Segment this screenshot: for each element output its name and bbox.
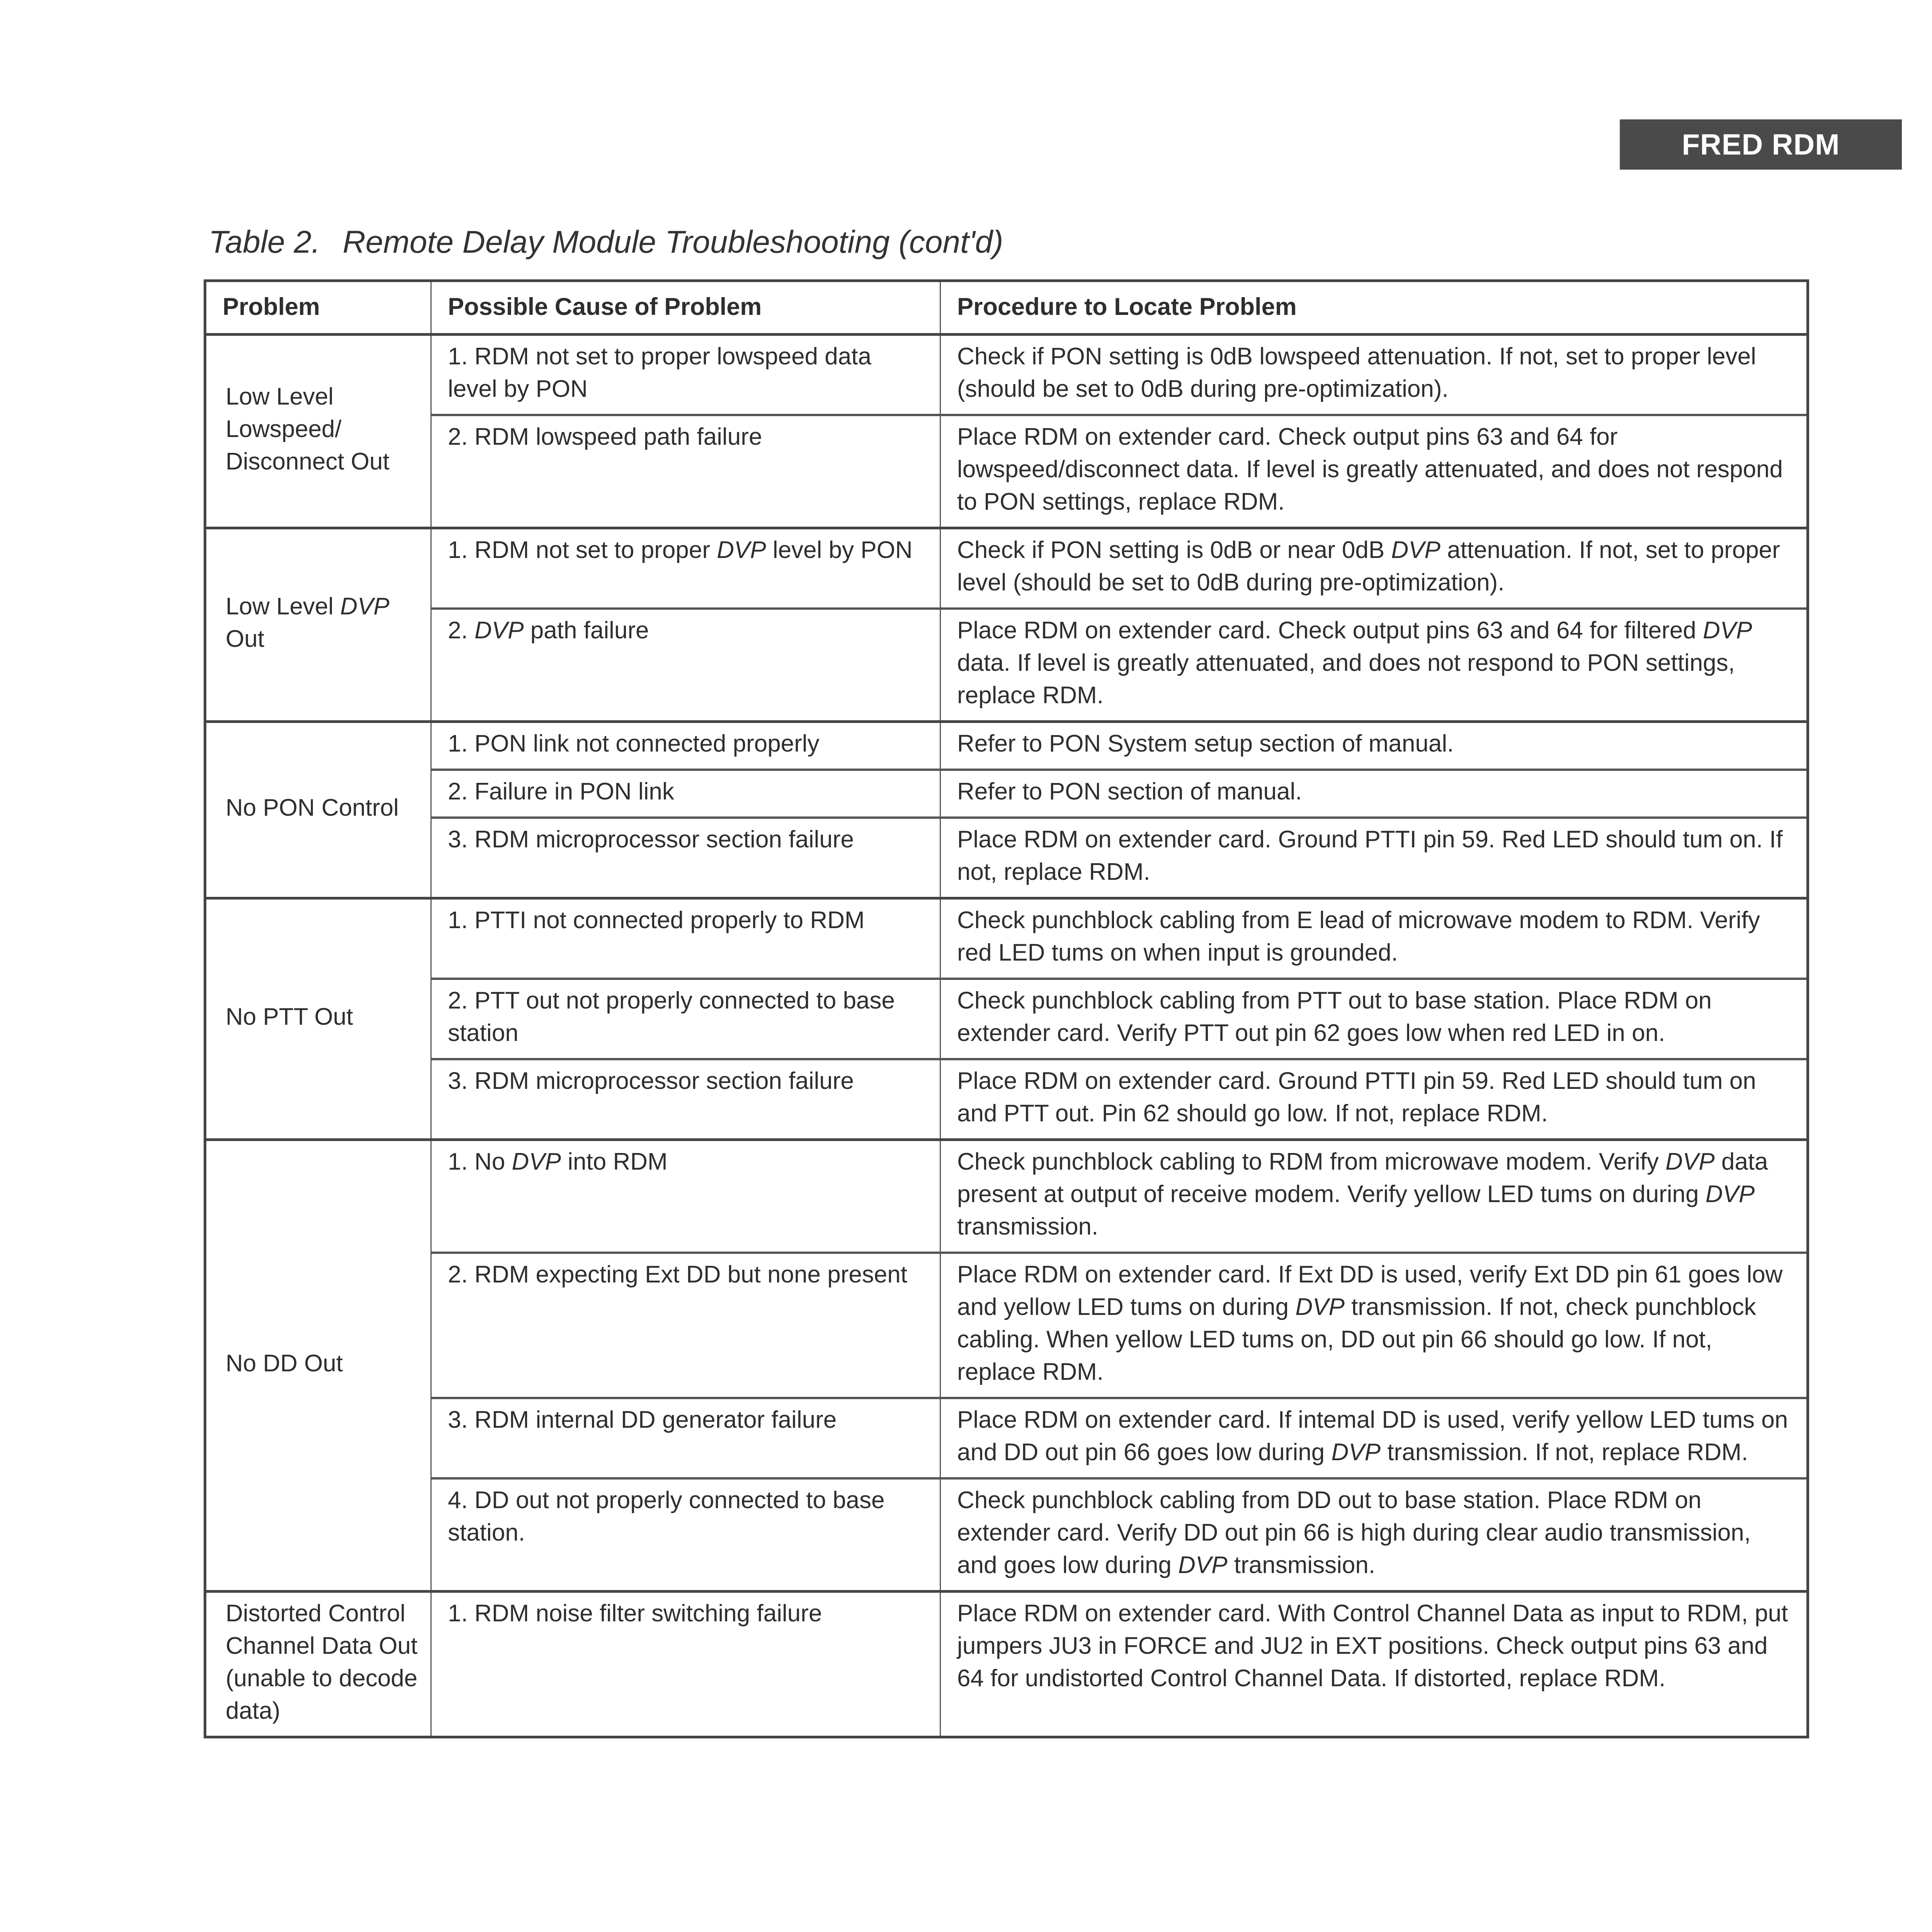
problem-cell: [205, 1140, 431, 1592]
text-segment: attenuation. If not, set to proper level (should be set to 0dB during pre-optimization).: [957, 537, 1780, 596]
table-row: [205, 335, 1808, 415]
text-segment: Refer to PON section of manual.: [957, 778, 1302, 805]
italic-term: DVP: [340, 593, 389, 620]
text-segment: Place RDM on extender card. With Control Channel Data as input to RDM, put jumpers JU3 in FORCE and JU2 in EXT positions. Check output pins 63 and 64 for undistorted Control Channel Data. If distorted, replace RDM.: [957, 1600, 1788, 1692]
text-segment: transmission. If not, check punchblock cabling. When yellow LED tums on, DD out pin 66 should go low. If not, replace RDM.: [957, 1294, 1756, 1385]
procedure-cell: [940, 335, 1808, 415]
text-segment: transmission.: [957, 1213, 1099, 1240]
cause-cell: [431, 1140, 940, 1253]
text-segment: Place RDM on extender card. Check output pins 63 and 64 for filtered: [957, 617, 1703, 644]
text-segment: transmission. If not, replace RDM.: [1381, 1439, 1748, 1466]
table-row: [205, 1398, 1808, 1478]
text-segment: 2. RDM lowspeed path failure: [448, 423, 762, 450]
text-segment: No PTT Out: [226, 1003, 353, 1030]
cause-cell: [431, 722, 940, 770]
table-row: [205, 722, 1808, 770]
procedure-cell: [940, 609, 1808, 722]
table-caption-title: Remote Delay Module Troubleshooting (cont'd): [342, 224, 1003, 260]
problem-cell: [205, 722, 431, 898]
cause-cell: [431, 335, 940, 415]
text-segment: 3. RDM microprocessor section failure: [448, 826, 854, 853]
text-segment: Place RDM on extender card. Ground PTTI pin 59. Red LED should tum on. If not, replace RDM.: [957, 826, 1783, 885]
italic-term: DVP: [512, 1148, 561, 1175]
text-segment: 2.: [448, 617, 474, 644]
cause-cell: [431, 1253, 940, 1398]
table-row: [205, 1592, 1808, 1737]
column-header-procedure: Procedure to Locate Problem: [940, 281, 1808, 335]
problem-cell: [205, 335, 431, 528]
italic-term: DVP: [1391, 537, 1440, 563]
cause-cell: [431, 1592, 940, 1737]
text-segment: Place RDM on extender card. Check output pins 63 and 64 for lowspeed/disconnect data. If level is greatly attenuated, and does not respond to PON settings, replace RDM.: [957, 423, 1783, 515]
table-row: [205, 1253, 1808, 1398]
procedure-cell: [940, 818, 1808, 898]
text-segment: 1. PON link not connected properly: [448, 730, 820, 757]
column-header-cause: Possible Cause of Problem: [431, 281, 940, 335]
text-segment: transmission.: [1227, 1552, 1376, 1578]
italic-term: DVP: [1665, 1148, 1715, 1175]
table-row: [205, 1478, 1808, 1592]
text-segment: into RDM: [561, 1148, 668, 1175]
cause-cell: [431, 528, 940, 609]
table-body: [205, 335, 1808, 1737]
table-row: [205, 818, 1808, 898]
cause-cell: [431, 609, 940, 722]
table-row: [205, 898, 1808, 979]
cause-cell: [431, 415, 940, 528]
italic-term: DVP: [717, 537, 766, 563]
text-segment: Check punchblock cabling from DD out to base station. Place RDM on extender card. Verify DD out pin 66 is high during clear audio transmission, and goes low during: [957, 1487, 1751, 1578]
column-header-problem: Problem: [205, 281, 431, 335]
table-row: [205, 609, 1808, 722]
text-segment: Check punchblock cabling from PTT out to base station. Place RDM on extender card. Verify PTT out pin 62 goes low when red LED in on.: [957, 987, 1712, 1046]
text-segment: Out: [226, 626, 264, 652]
cause-cell: [431, 979, 940, 1059]
text-segment: Place RDM on extender card. If intemal DD is used, verify yellow LED tums on and DD out pin 66 goes low during: [957, 1406, 1788, 1466]
text-segment: Low Level: [226, 593, 340, 620]
text-segment: 1. RDM noise filter switching failure: [448, 1600, 822, 1627]
table-header-row: [205, 281, 1808, 335]
text-segment: 3. RDM microprocessor section failure: [448, 1068, 854, 1094]
cause-cell: [431, 770, 940, 818]
procedure-cell: [940, 1478, 1808, 1592]
cause-cell: [431, 1398, 940, 1478]
procedure-cell: [940, 1059, 1808, 1140]
table-row: [205, 979, 1808, 1059]
procedure-cell: [940, 898, 1808, 979]
section-badge: [1620, 119, 1902, 170]
table-row: [205, 1140, 1808, 1253]
troubleshooting-table: [204, 279, 1809, 1738]
text-segment: Place RDM on extender card. Ground PTTI pin 59. Red LED should tum on and PTT out. Pin 62 should go low. If not, replace RDM.: [957, 1068, 1756, 1127]
text-segment: No PON Control: [226, 794, 399, 821]
section-badge-label: FRED RDM: [1682, 128, 1840, 161]
procedure-cell: [940, 1592, 1808, 1737]
cause-cell: [431, 898, 940, 979]
table-row: [205, 415, 1808, 528]
procedure-cell: [940, 528, 1808, 609]
procedure-cell: [940, 770, 1808, 818]
procedure-cell: [940, 979, 1808, 1059]
text-segment: data. If level is greatly attenuated, and does not respond to PON settings, replace RDM.: [957, 650, 1735, 709]
text-segment: Place RDM on extender card. If Ext DD is used, verify Ext DD pin 61 goes low and yellow LED tums on during: [957, 1261, 1783, 1320]
text-segment: No DD Out: [226, 1350, 343, 1377]
italic-term: DVP: [474, 617, 524, 644]
italic-term: DVP: [1331, 1439, 1381, 1466]
text-segment: path failure: [524, 617, 649, 644]
procedure-cell: [940, 415, 1808, 528]
table-row: [205, 770, 1808, 818]
table-caption-number: Table 2.: [209, 224, 320, 260]
text-segment: Check if PON setting is 0dB lowspeed attenuation. If not, set to proper level (should be set to 0dB during pre-optimization).: [957, 343, 1756, 402]
text-segment: 3. RDM internal DD generator failure: [448, 1406, 837, 1433]
procedure-cell: [940, 722, 1808, 770]
cause-cell: [431, 818, 940, 898]
procedure-cell: [940, 1140, 1808, 1253]
table-row: [205, 528, 1808, 609]
text-segment: Refer to PON System setup section of manual.: [957, 730, 1454, 757]
italic-term: DVP: [1705, 1181, 1755, 1208]
table-row: [205, 1059, 1808, 1140]
problem-cell: [205, 1592, 431, 1737]
text-segment: 1. PTTI not connected properly to RDM: [448, 907, 865, 934]
cause-cell: [431, 1478, 940, 1592]
text-segment: 1. RDM not set to proper lowspeed data level by PON: [448, 343, 871, 402]
table-caption: [209, 224, 1003, 260]
text-segment: 2. RDM expecting Ext DD but none present: [448, 1261, 907, 1288]
italic-term: DVP: [1178, 1552, 1228, 1578]
text-segment: 4. DD out not properly connected to base station.: [448, 1487, 885, 1546]
text-segment: 2. Failure in PON link: [448, 778, 674, 805]
text-segment: Check punchblock cabling from E lead of microwave modem to RDM. Verify red LED tums on when input is grounded.: [957, 907, 1760, 966]
procedure-cell: [940, 1398, 1808, 1478]
procedure-cell: [940, 1253, 1808, 1398]
text-segment: 1. RDM not set to proper: [448, 537, 717, 563]
text-segment: 1. No: [448, 1148, 512, 1175]
text-segment: Check if PON setting is 0dB or near 0dB: [957, 537, 1391, 563]
text-segment: data present at output of receive modem. Verify yellow LED tums on during: [957, 1148, 1768, 1208]
text-segment: Check punchblock cabling to RDM from microwave modem. Verify: [957, 1148, 1666, 1175]
text-segment: Distorted Control Channel Data Out (unable to decode data): [226, 1600, 418, 1724]
italic-term: DVP: [1702, 617, 1752, 644]
problem-cell: [205, 528, 431, 722]
problem-cell: [205, 898, 431, 1140]
cause-cell: [431, 1059, 940, 1140]
text-segment: level by PON: [766, 537, 913, 563]
text-segment: Low Level Lowspeed/ Disconnect Out: [226, 383, 389, 475]
italic-term: DVP: [1295, 1294, 1345, 1320]
text-segment: 2. PTT out not properly connected to base station: [448, 987, 895, 1046]
